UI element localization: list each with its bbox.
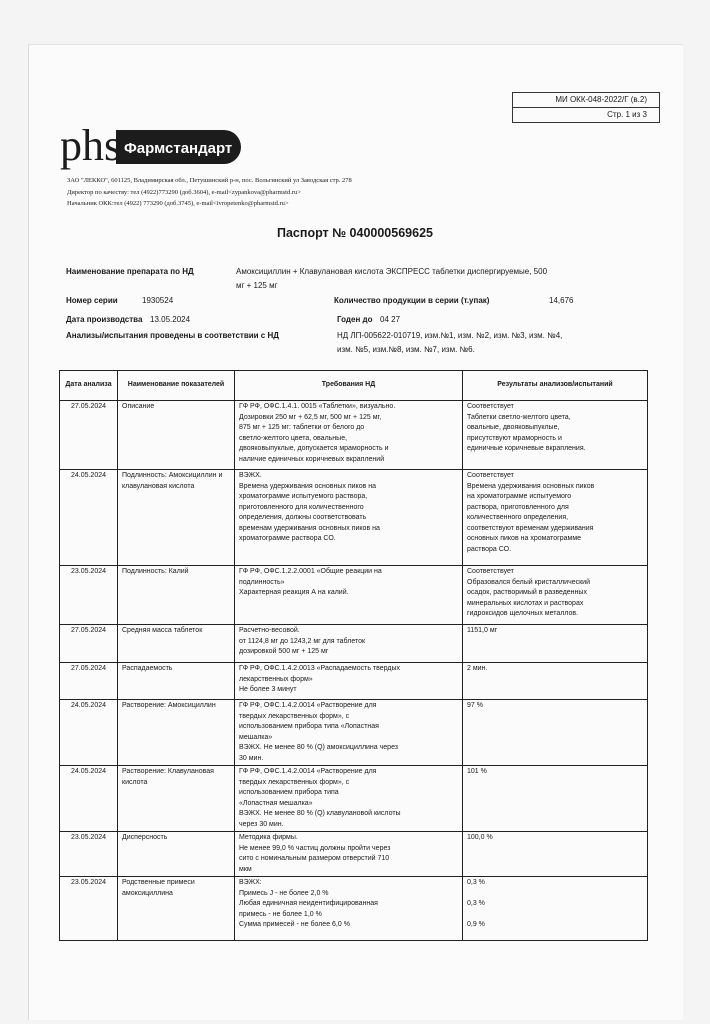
requirement-line: 30 мин. [239,754,264,762]
result-line: единичные коричневые вкрапления. [467,445,586,452]
row-results [463,566,648,625]
requirement-line: через 30 мин. [239,820,284,828]
requirement-line: ГФ РФ, ОФС.1.2.2.0001 «Общие реакции на [239,568,382,575]
row-date: 24.05.2024 [60,470,118,566]
row-date: 27.05.2024 [60,401,118,470]
quantity-value: 14,676 [549,296,574,305]
analysis-label: Анализы/испытания проведены в соответствии с НД [66,331,279,340]
company-address: ЗАО "ЛЕККО", 601125, Владимирская обл., Петушинский р-н, пос. Вольгинский ул Заводская стр. 278 [67,177,352,184]
result-line: Соответствует [467,568,514,575]
result-line: основных пиков на хроматограмме [467,535,582,542]
requirement-line: ВЭЖХ: [239,879,262,886]
row-indicator: Подлинность: Амоксициллин и клавулановая кислота [118,470,235,566]
requirement-line: ГФ РФ, ОФС.1.4.2.0014 «Растворение для [239,702,377,709]
row-results [463,625,648,663]
result-line [467,910,643,921]
row-date: 23.05.2024 [60,566,118,625]
result-line: 101 % [467,768,487,775]
table-row [60,663,648,700]
logo-name: Фармстандарт [124,140,233,157]
requirement-line: использованием прибора типа [239,789,339,796]
result-line: 0,3 % [467,900,485,907]
row-date: 27.05.2024 [60,663,118,700]
header-requirements: Требования НД [235,371,463,401]
row-requirements [235,470,463,566]
result-line: Таблетки светло-желтого цвета, [467,413,571,421]
row-requirements [235,401,463,470]
requirement-line: хроматограмме раствора СО. [239,535,336,542]
result-line: 0,9 % [467,921,485,928]
row-requirements [235,700,463,766]
result-line: количественного определения, [467,514,569,521]
name-value-line2: мг + 125 мг [236,281,278,290]
result-line: Соответствует [467,472,514,479]
requirement-line: 875 мг + 125 мг: таблетки от белого до [239,424,365,431]
series-label: Номер серии [66,296,118,305]
header-indicator: Наименование показателей [118,371,235,401]
row-requirements [235,625,463,663]
series-value: 1930524 [142,296,174,305]
result-line: раствора СО. [467,545,512,553]
requirement-line: подлинность» [239,578,285,586]
requirement-line: твердых лекарственных форм», с [239,778,350,786]
result-line: Соответствует [467,403,514,410]
row-indicator: Подлинность: Калий [118,566,235,625]
passport-title: Паспорт № 040000569625 [277,226,433,240]
row-date: 27.05.2024 [60,625,118,663]
table-row [60,625,648,663]
requirement-line: ВЭЖХ. [239,472,262,479]
requirement-line: приготовленного для количественного [239,503,364,511]
table-header-row [60,371,648,401]
result-line [467,889,643,900]
requirement-line: мкм [239,865,252,873]
quantity-label: Количество продукции в серии (т.упак) [334,296,490,305]
requirement-line: двояковыпуклые, допускается мраморность и [239,445,389,452]
table-row [60,470,648,566]
head-okk-contact: Начальник ОКК:тел (4922) 773290 (доб.3745), e-mail<ivropetenko@pharmstd.ru> [67,200,289,207]
requirement-line: Любая единичная неидентифицированная [239,900,378,907]
row-results [463,766,648,832]
result-line: Времена удерживания основных пиков [467,482,595,490]
production-date-label: Дата производства [66,315,143,324]
row-indicator: Описание [118,401,235,470]
requirement-line: Сумма примесей - не более 6,0 % [239,921,350,928]
requirement-line: примесь - не более 1,0 % [239,910,322,918]
requirement-line: определения, должны соответствовать [239,514,367,521]
document-reference-box [512,92,660,123]
requirement-line: Не более 3 минут [239,686,297,693]
row-indicator: Растворение: Амоксициллин [118,700,235,766]
row-results [463,470,648,566]
table-row [60,700,648,766]
requirement-line: использованием прибора типа «Лопастная [239,723,379,730]
requirement-line: от 1124,8 мг до 1243,2 мг для таблеток [239,637,366,645]
logo-mark: phs [60,122,122,170]
name-label: Наименование препарата по НД [66,267,194,276]
table-row [60,766,648,832]
table-row [60,401,648,470]
row-results [463,832,648,877]
result-line: 2 мин. [467,665,488,672]
row-date: 23.05.2024 [60,832,118,877]
requirement-line: мешалка» [239,733,273,741]
result-line: гидроксидов щелочных металлов. [467,610,579,617]
table-body [60,401,648,941]
row-indicator: Дисперсность [118,832,235,877]
nd-value-line1: НД ЛП-005622-010719, изм.№1, изм. №2, изм. №3, изм. №4, [337,331,563,340]
table-row [60,832,648,877]
row-indicator: Родственные примеси амоксициллина [118,877,235,941]
row-results [463,877,648,941]
result-line: 1151,0 мг [467,627,498,634]
expiry-label: Годен до [337,315,373,324]
row-requirements [235,566,463,625]
requirement-line: ГФ РФ, ОФС.1.4.1. 0015 «Таблетки», визуально. [239,403,396,410]
row-requirements [235,663,463,700]
row-results [463,663,648,700]
nd-value-line2: изм. №5, изм.№8, изм. №7, изм. №6. [337,345,475,354]
row-results [463,401,648,470]
requirement-line: светло-желтого цвета, овальные, [239,434,348,442]
result-line: овальные, двояковыпуклые, [467,424,560,431]
production-date-value: 13.05.2024 [150,315,191,324]
result-line: 100,0 % [467,834,493,841]
requirement-line: Примесь J - не более 2,0 % [239,889,329,897]
requirement-line: ГФ РФ, ОФС.1.4.2.0013 «Распадаемость твердых [239,665,401,672]
analysis-table [59,370,648,941]
requirement-line: хроматограмме испытуемого раствора, [239,493,368,500]
result-line: присутствуют мраморность и [467,434,562,442]
result-line: 97 % [467,702,483,709]
requirement-line: ВЭЖХ. Не менее 80 % (Q) клавулановой кислоты [239,810,401,817]
requirement-line: ВЭЖХ. Не менее 80 % (Q) амоксициллина через [239,744,399,751]
table-row [60,877,648,941]
result-line: осадок, растворимый в разведенных [467,589,587,596]
row-date: 24.05.2024 [60,766,118,832]
row-results [463,700,648,766]
row-requirements [235,832,463,877]
row-date: 24.05.2024 [60,700,118,766]
result-line: на хроматограмме испытуемого [467,493,572,500]
result-line: 0,3 % [467,879,485,886]
row-indicator: Средняя масса таблеток [118,625,235,663]
name-value-line1: Амоксициллин + Клавулановая кислота ЭКСПРЕСС таблетки диспергируемые, 500 [236,267,548,276]
document-code: МИ ОКК-048-2022/Г (в.2) [555,95,647,104]
requirement-line: Не менее 99,0 % частиц должны пройти через [239,844,391,852]
row-indicator: Растворение: Клавулановая кислота [118,766,235,832]
requirement-line: Дозировки 250 мг + 62,5 мг, 500 мг + 125 мг, [239,413,382,421]
requirement-line: Характерная реакция А на калий. [239,589,349,596]
company-info [67,175,352,210]
requirement-line: временам удерживания основных пиков на [239,524,380,532]
result-line: раствора, приготовленного для [467,503,569,511]
requirement-line: сито с номинальным размером отверстий 710 [239,855,390,862]
pharmstandard-logo [58,122,243,172]
row-date: 23.05.2024 [60,877,118,941]
requirement-line: Времена удерживания основных пиков на [239,482,377,490]
expiry-value: 04 27 [380,315,401,324]
page-number: Стр. 1 из 3 [513,107,659,122]
result-line: минеральных кислотах и растворах [467,599,584,607]
requirement-line: «Лопастная мешалка» [239,799,313,807]
table-row [60,566,648,625]
result-line: Образовался белый кристаллический [467,578,590,586]
director-contact: Директор по качеству: тел (4922)773290 (доб.3604), e-mail<zypankova@pharmstd.ru> [67,188,301,196]
row-requirements [235,877,463,941]
requirement-line: ГФ РФ, ОФС.1.4.2.0014 «Растворение для [239,768,377,775]
requirement-line: Методика фирмы. [239,834,298,841]
requirement-line: Расчетно-весовой. [239,627,300,634]
row-indicator: Распадаемость [118,663,235,700]
requirement-line: дозировкой 500 мг + 125 мг [239,648,329,655]
header-date: Дата анализа [60,371,118,401]
requirement-line: наличие единичных коричневых вкраплений [239,455,385,463]
requirement-line: лекарственных форм» [239,675,313,683]
header-results: Результаты анализов/испытаний [463,371,648,401]
result-line: соответствуют временам удерживания [467,524,594,532]
requirement-line: твердых лекарственных форм», с [239,712,350,720]
row-requirements [235,766,463,832]
